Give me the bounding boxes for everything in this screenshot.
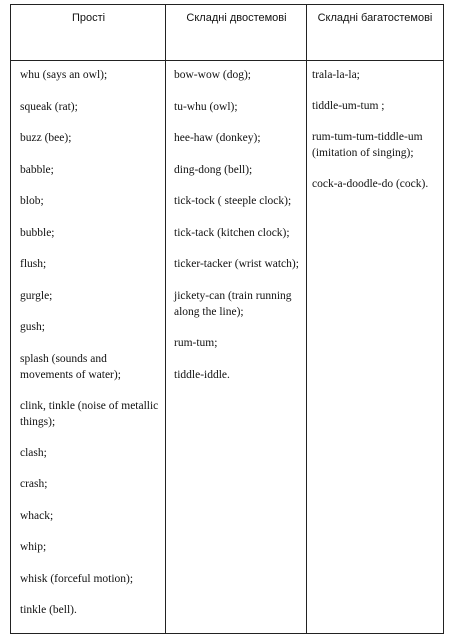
list-item: whack; [20,509,54,522]
list-item: whip; [20,541,47,553]
list-item: ticker-tacker (wrist watch); [174,258,299,270]
list-item: tinkle (bell). [20,604,77,616]
two-stem-words-list [174,67,304,398]
list-item: tiddle-um-tum ; [312,100,385,112]
list-item: whu (says an owl); [20,69,108,81]
header-row [11,5,443,61]
list-item: tick-tock ( steeple clock); [174,195,292,207]
simple-words-list [20,67,160,634]
list-item: crash; [20,478,48,490]
list-item: flush; [20,258,47,270]
list-item: tiddle-iddle. [174,368,230,381]
list-item: ding-dong (bell); [174,163,253,176]
list-item: cock-a-doodle-do (cock). [312,178,429,190]
list-item: blob; [20,195,44,207]
header-simple: Прості [71,12,106,24]
list-item: gush; [20,321,45,333]
list-item: squeak (rat); [20,100,78,113]
list-item: splash (sounds and movements of water); [20,352,121,381]
list-item: tick-tack (kitchen clock); [174,226,290,239]
multi-stem-words-list [312,67,444,207]
list-item: clink, tinkle (noise of metallic things); [20,399,159,428]
list-item: whisk (forceful motion); [20,572,134,585]
list-item: trala-la-la; [312,69,360,81]
list-item: buzz (bee); [20,132,72,144]
list-item: hee-haw (donkey); [174,132,261,144]
list-item: clash; [20,446,47,459]
list-item: rum-tum; [174,337,218,349]
onomatopoeia-table [10,4,444,634]
list-item: bow-wow (dog); [174,69,251,81]
list-item: bubble; [20,226,55,239]
list-item: gurgle; [20,289,53,302]
list-item: jickety-can (train running along the line); [174,289,292,318]
list-item: rum-tum-tum-tiddle-um (imitation of singing); [312,131,423,159]
list-item: babble; [20,163,54,176]
header-two-stem: Складні двостемові [186,12,287,24]
list-item: tu-whu (owl); [174,100,238,113]
header-multi-stem: Складні багатостемові [317,12,433,24]
